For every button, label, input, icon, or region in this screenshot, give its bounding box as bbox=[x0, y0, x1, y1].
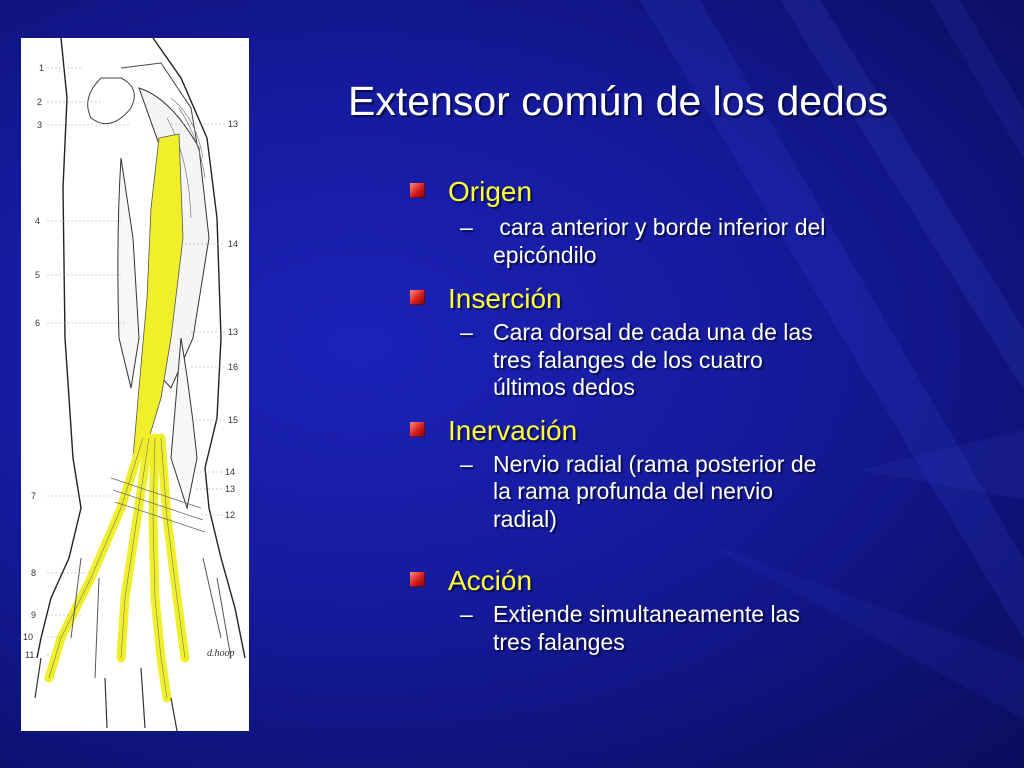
section-origen bbox=[410, 174, 840, 269]
label-left-5: 5 bbox=[35, 270, 41, 280]
section-heading: Inserción bbox=[448, 283, 562, 314]
label-right-13c: 13 bbox=[225, 484, 236, 494]
section-heading: Origen bbox=[448, 176, 533, 207]
dash-bullet: – bbox=[460, 319, 473, 345]
section-text bbox=[448, 319, 840, 402]
label-left-3: 3 bbox=[37, 120, 43, 130]
section-heading: Inervación bbox=[448, 414, 578, 446]
section-text-content: Nervio radial (rama posterior de la rama profunda del nervio radial) bbox=[493, 450, 817, 532]
label-right-13b: 13 bbox=[228, 327, 239, 337]
label-right-14a: 14 bbox=[228, 239, 239, 249]
label-right-14b: 14 bbox=[225, 467, 236, 477]
dash-bullet: – bbox=[460, 214, 473, 240]
label-left-8: 8 bbox=[31, 568, 37, 578]
forearm-muscle-illustration bbox=[21, 38, 249, 731]
section-text bbox=[448, 451, 840, 534]
red-square-bullet-icon bbox=[410, 290, 425, 305]
section-text bbox=[448, 601, 840, 656]
label-right-12: 12 bbox=[225, 510, 236, 520]
label-right-15: 15 bbox=[228, 415, 239, 425]
section-text bbox=[448, 214, 840, 269]
dash-bullet: – bbox=[460, 601, 473, 627]
section-accion bbox=[410, 563, 840, 656]
section-text-content: cara anterior y borde inferior del epicóndilo bbox=[493, 214, 832, 268]
section-text-content: Cara dorsal de cada una de las tres falanges de los cuatro últimos dedos bbox=[493, 319, 813, 400]
label-left-6: 6 bbox=[35, 318, 41, 328]
illustrator-signature: d.hoop bbox=[207, 648, 235, 659]
label-left-7: 7 bbox=[31, 491, 37, 501]
label-left-4: 4 bbox=[35, 216, 41, 226]
label-left-10: 10 bbox=[23, 632, 34, 642]
section-heading: Acción bbox=[448, 565, 533, 596]
slide-content bbox=[410, 174, 840, 656]
label-left-11: 11 bbox=[25, 650, 35, 660]
label-left-9: 9 bbox=[31, 610, 37, 620]
slide-title: Extensor común de los dedos bbox=[348, 78, 889, 124]
red-square-bullet-icon bbox=[410, 183, 425, 198]
red-square-bullet-icon bbox=[410, 572, 425, 587]
label-right-16: 16 bbox=[228, 362, 239, 372]
section-inervacion bbox=[410, 413, 840, 534]
section-text-content: Extiende simultaneamente las tres falanges bbox=[493, 601, 800, 655]
section-insercion bbox=[410, 281, 840, 402]
label-left-2: 2 bbox=[37, 97, 43, 107]
red-square-bullet-icon bbox=[410, 422, 425, 437]
label-right-13a: 13 bbox=[228, 119, 239, 129]
dash-bullet: – bbox=[460, 450, 473, 477]
label-left-1: 1 bbox=[39, 63, 45, 73]
